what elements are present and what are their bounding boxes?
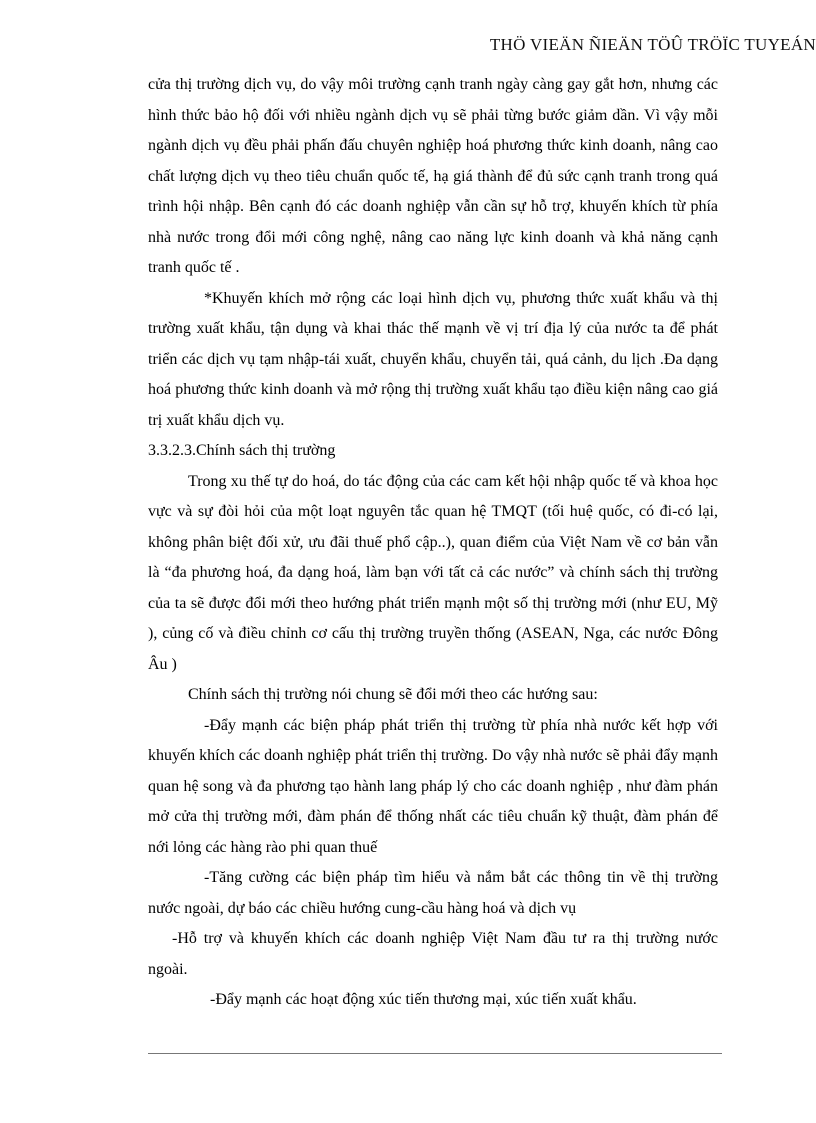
- list-item-trade-promotion: -Đẩy mạnh các hoạt động xúc tiến thương mại, xúc tiến xuất khẩu.: [210, 991, 637, 1008]
- section-heading-market-policy: 3.3.2.3.Chính sách thị trường: [148, 442, 336, 459]
- paragraph-liberalization-trend: Trong xu thế tự do hoá, do tác động của các cam kết hội nhập quốc tế và khoa học vực và sự đòi hỏi của một loạt nguyên tắc quan hệ TMQT (tối huệ quốc, có đi-có lại, không phân biệt đối xử, ưu đãi thuế phổ cập..), quan điểm của Việt Nam về cơ bản vẫn là “đa phương hoá, đa dạng hoá, làm bạn với tất cả các nước” và chính sách thị trường của ta sẽ được đổi mới theo hướng phát triển mạnh một số thị trường mới (như EU, Mỹ ), củng cố và điều chỉnh cơ cấu thị trường truyền thống (ASEAN, Nga, các nước Đông Âu ): [148, 472, 718, 673]
- document-body: [148, 70, 718, 1016]
- list-item-overseas-investment: -Hỗ trợ và khuyến khích các doanh nghiệp Việt Nam đầu tư ra thị trường nước ngoài.: [148, 930, 718, 978]
- page-header-title: THÖ VIEÄN ÑIEÄN TÖÛ TRÖÏC TUYEÁN: [489, 35, 816, 54]
- footer-divider: [148, 1053, 722, 1054]
- list-item-market-information: -Tăng cường các biện pháp tìm hiểu và nắm bắt các thông tin về thị trường nước ngoài, dự báo các chiều hướng cung-cầu hàng hoá và dịch vụ: [148, 869, 718, 917]
- list-item-market-development: -Đẩy mạnh các biện pháp phát triển thị trường từ phía nhà nước kết hợp với khuyến khích các doanh nghiệp phát triển thị trường. Do vậy nhà nước sẽ phải đẩy mạnh quan hệ song và đa phương tạo hành lang pháp lý cho các doanh nghiệp , như đàm phán mở cửa thị trường mới, đàm phán để thống nhất các tiêu chuẩn kỹ thuật, đàm phán để nới lỏng các hàng rào phi quan thuế: [148, 716, 718, 856]
- paragraph-encourage-service-expansion: *Khuyến khích mở rộng các loại hình dịch vụ, phương thức xuất khẩu và thị trường xuất khẩu, tận dụng và khai thác thế mạnh về vị trí địa lý của nước ta để phát triển các dịch vụ tạm nhập-tái xuất, chuyển khẩu, chuyển tải, quá cảnh, du lịch .Đa dạng hoá phương thức kinh doanh và mở rộng thị trường xuất khẩu tạo điều kiện nâng cao giá trị xuất khẩu dịch vụ.: [148, 289, 718, 429]
- paragraph-service-market-opening: cửa thị trường dịch vụ, do vậy môi trường cạnh tranh ngày càng gay gắt hơn, nhưng các hình thức bảo hộ đối với nhiều ngành dịch vụ sẽ phải từng bước giảm dần. Vì vậy mỗi ngành dịch vụ đều phải phấn đấu chuyên nghiệp hoá phương thức kinh doanh, nâng cao chất lượng dịch vụ theo tiêu chuẩn quốc tế, hạ giá thành để đủ sức cạnh tranh trong quá trình hội nhập. Bên cạnh đó các doanh nghiệp vẫn cần sự hỗ trợ, khuyến khích từ phía nhà nước trong đổi mới công nghệ, nâng cao năng lực kinh doanh và khả năng cạnh tranh quốc tế .: [148, 76, 718, 276]
- paragraph-policy-directions-intro: Chính sách thị trường nói chung sẽ đổi mới theo các hướng sau:: [188, 686, 598, 703]
